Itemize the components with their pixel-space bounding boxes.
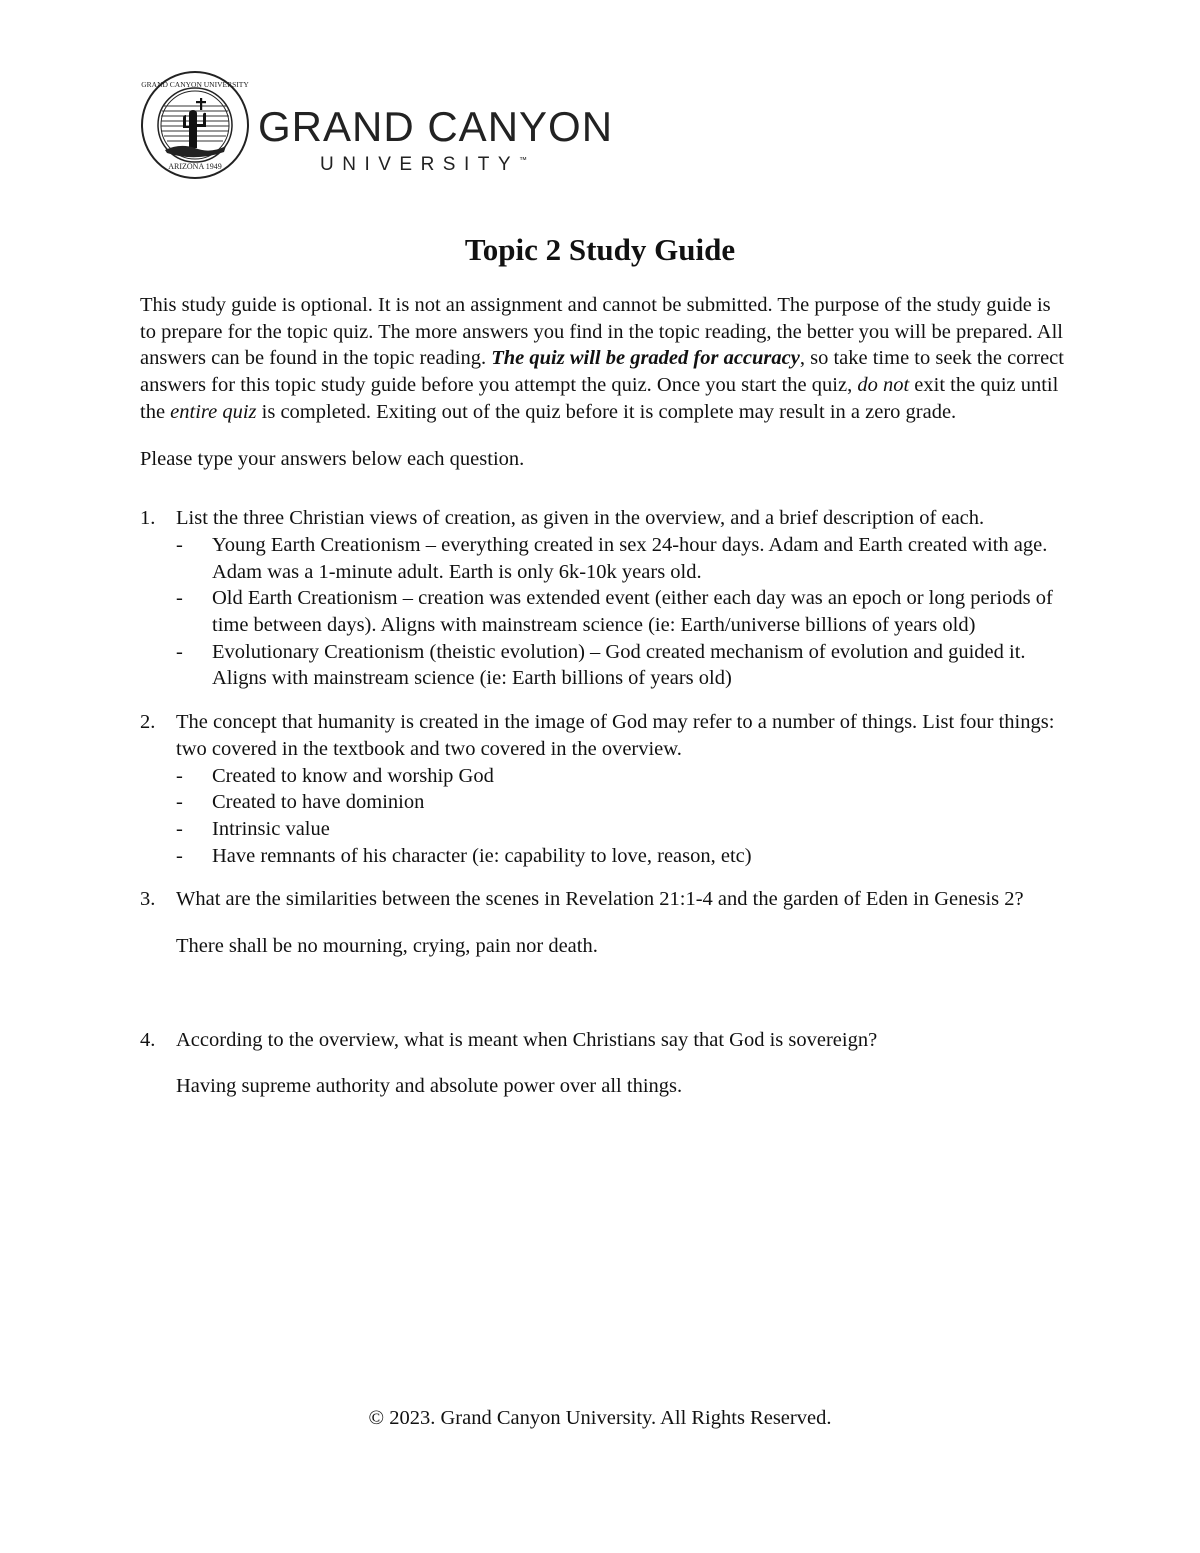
- answer-list: [176, 763, 1065, 870]
- bullet-dash: -: [176, 817, 183, 840]
- bullet-dash: -: [176, 587, 183, 610]
- trademark-mark: ™: [519, 155, 528, 165]
- logo-line2-text: UNIVERSITY: [320, 154, 520, 175]
- svg-text:GRAND CANYON UNIVERSITY: GRAND CANYON UNIVERSITY: [141, 80, 249, 89]
- intro-emphasis-do-not: do not: [857, 374, 910, 397]
- university-seal-icon: [140, 70, 250, 180]
- question-text: List the three Christian views of creation, as given in the overview, and a brief description of each.: [176, 507, 985, 530]
- answer-text: Intrinsic value: [212, 817, 330, 840]
- question-number: 4.: [140, 1028, 156, 1051]
- answer-text: Young Earth Creationism – everything created in sex 24-hour days. Adam and Earth created with age. Adam was a 1-minute adult. Earth is only 6k-10k years old.: [212, 533, 1048, 583]
- question-3: [140, 886, 1065, 959]
- answer-item: [176, 532, 1065, 585]
- intro-emphasis-accuracy: The quiz will be graded for accuracy: [491, 347, 800, 370]
- answer-text: Created to know and worship God: [212, 764, 494, 787]
- answer-list: [176, 532, 1065, 692]
- question-text: What are the similarities between the scenes in Revelation 21:1-4 and the garden of Eden in Genesis 2?: [176, 888, 1024, 911]
- answer-text: There shall be no mourning, crying, pain nor death.: [176, 935, 598, 958]
- answer-text: Having supreme authority and absolute power over all things.: [176, 1075, 683, 1098]
- instructions-prompt: Please type your answers below each question.: [140, 447, 525, 470]
- logo-line1: GRAND CANYON: [258, 103, 614, 150]
- question-text: According to the overview, what is meant when Christians say that God is sovereign?: [176, 1028, 878, 1051]
- svg-text:ARIZONA 1949: ARIZONA 1949: [168, 162, 222, 171]
- intro-paragraph: [140, 292, 1065, 426]
- intro-part-2: , so take time to seek the correct answers for this topic study guide before you attempt the quiz. Once you start the quiz,: [140, 347, 1064, 397]
- document-title: Topic 2 Study Guide: [464, 232, 736, 267]
- intro-part-3: exit the quiz until the: [140, 374, 1059, 423]
- answer-text: Evolutionary Creationism (theistic evolution) – God created mechanism of evolution and guided it. Aligns with mainstream science (ie: Earth billions of years old): [212, 640, 1026, 690]
- bullet-dash: -: [176, 533, 183, 556]
- university-logo: [140, 70, 640, 180]
- question-text: The concept that humanity is created in the image of God may refer to a number of things. List four things: two covered in the textbook and two covered in the overview.: [176, 711, 1055, 760]
- intro-part-1: This study guide is optional. It is not an assignment and cannot be submitted. The purpose of the study guide is to prepare for the topic quiz. The more answers you find in the topic reading, the better you will be prepared. All answers can be found in the topic reading.: [140, 294, 1063, 370]
- answer-item: [176, 639, 1065, 692]
- bullet-dash: -: [176, 640, 183, 663]
- question-2: [140, 709, 1065, 869]
- copyright-footer: © 2023. Grand Canyon University. All Rights Reserved.: [368, 1407, 832, 1429]
- answer-item: [176, 816, 1065, 843]
- answer-text: Old Earth Creationism – creation was extended event (either each day was an epoch or long periods of time between days). Aligns with mainstream science (ie: Earth/universe billions of years old): [212, 587, 1053, 637]
- bullet-dash: -: [176, 764, 183, 787]
- logo-wordmark: [258, 103, 614, 176]
- question-number: 3.: [140, 888, 156, 911]
- question-number: 2.: [140, 711, 156, 734]
- answer-item: [176, 585, 1065, 638]
- answer-item: [176, 789, 1065, 816]
- intro-part-4: is completed. Exiting out of the quiz before it is complete may result in a zero grade.: [256, 400, 957, 423]
- bullet-dash: -: [176, 844, 183, 867]
- answer-item: [176, 843, 1065, 870]
- question-1: [140, 505, 1065, 692]
- question-list: [140, 505, 1065, 1100]
- answer-item: [176, 763, 1065, 790]
- logo-line2: [320, 154, 613, 176]
- question-4: [140, 1027, 1065, 1100]
- answer-text: Have remnants of his character (ie: capability to love, reason, etc): [212, 844, 752, 867]
- bullet-dash: -: [176, 791, 183, 814]
- question-number: 1.: [140, 507, 156, 530]
- answer-text: Created to have dominion: [212, 791, 425, 814]
- document-body: [140, 292, 1065, 1117]
- intro-emphasis-entire-quiz: entire quiz: [170, 400, 257, 423]
